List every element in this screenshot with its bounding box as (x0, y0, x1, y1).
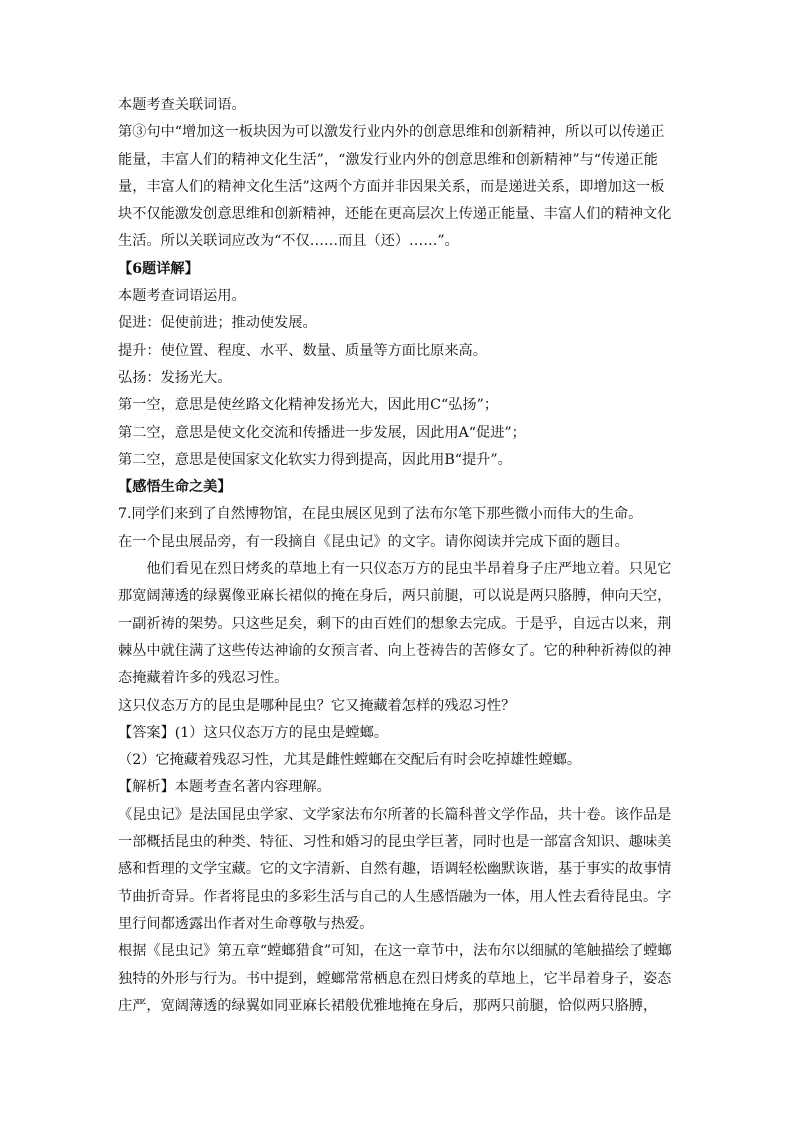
question-7-instruction: 在一个昆虫展品旁，有一段摘自《昆虫记》的文字。请你阅读并完成下面的题目。 (118, 533, 629, 550)
definition-tisheng: 提升：使位置、程度、水平、数量、质量等方面比原来高。 (118, 342, 487, 359)
answer-part-1: 【答案】(1）这只仪态万方的昆虫是螳螂。 (118, 724, 388, 741)
heading-question-6: 【6题详解】 (118, 260, 199, 277)
analysis-heading: 【解析】本题考查名著内容理解。 (118, 779, 331, 796)
analysis-book-intro: 《昆虫记》是法国昆虫学家、文学家法布尔所著的长篇科普文学作品，共十卷。该作品是一部概括昆虫的种类、特征、习性和婚习的昆虫学巨著，同时也是一部富含知识、趣味美感和哲理的文学宝藏。它的文字清新、自然有趣，语调轻松幽默诙谐，基于事实的故事情节曲折奇异。作者将昆虫的多彩生活与自己的人生感悟融为一体，用人性去看待昆虫。字里行间都透露出作者对生命尊敬与热爱。 (118, 806, 672, 932)
definition-hongyang: 弘扬：发扬光大。 (118, 369, 232, 386)
paragraph-topic-6: 本题考查词语运用。 (118, 288, 246, 305)
question-7-prompt: 这只仪态万方的昆虫是哪种昆虫？它又掩藏着怎样的残忍习性？ (118, 697, 516, 714)
blank-1-explanation: 第一空，意思是使丝路文化精神发扬光大，因此用C“弘扬”； (118, 397, 499, 414)
blank-3-explanation: 第二空，意思是使国家文化软实力得到提高，因此用B“提升”。 (118, 451, 512, 468)
paragraph-topic: 本题考查关联词语。 (118, 97, 246, 113)
answer-part-2: （2）它掩藏着残忍习性，尤其是雌性螳螂在交配后有时会吃掉雄性螳螂。 (118, 752, 582, 769)
excerpt-passage: 他们看见在烈日烤炙的草地上有一只仪态万方的昆虫半昂着身子庄严地立着。只见它那宽阔薄透的绿翼像亚麻长裙似的掩在身后，两只前腿，可以说是两只胳膊，伸向天空，一副祈祷的架势。只这些足矣，剩下的由百姓们的想象去完成。于是乎，自远古以来，荆棘丛中就住满了这些传达神谕的女预言者、向上苍祷告的苦修女了。它的种种祈祷似的神态掩藏着许多的残忍习性。 (118, 561, 672, 687)
analysis-chapter-five: 根据《昆虫记》第五章“螳螂猎食”可知，在这一章节中，法布尔以细腻的笔触描绘了螳螂独特的外形与行为。书中提到，螳螂常常栖息在烈日烤炙的草地上，它半昂着身子，姿态庄严，宽阔薄透的绿翼如同亚麻长裙般优雅地掩在身后，那两只前腿，恰似两只胳膊， (118, 943, 672, 1014)
definition-cujin: 促进：促使前进；推动使发展。 (118, 315, 317, 332)
blank-2-explanation: 第二空，意思是使文化交流和传播进一步发展，因此用A“促进”； (118, 424, 526, 441)
heading-life-beauty: 【感悟生命之美】 (118, 479, 232, 496)
paragraph-sentence-3-analysis: 第③句中“增加这一板块因为可以激发行业内外的创意思维和创新精神，所以可以传递正能量，丰富人们的精神文化生活”，“激发行业内外的创意思维和创新精神”与“传递正能量，丰富人们的精神文化生活”这两个方面并非因果关系，而是递进关系，即增加这一板块不仅能激发创意思维和创新精神，还能在更高层次上传递正能量、丰富人们的精神文化生活。所以关联词应改为“不仅……而且（还）……”。 (118, 124, 672, 250)
question-7-intro: 7.同学们来到了自然博物馆，在昆虫展区见到了法布尔笔下那些微小而伟大的生命。 (118, 506, 643, 523)
document-page (118, 92, 678, 1020)
